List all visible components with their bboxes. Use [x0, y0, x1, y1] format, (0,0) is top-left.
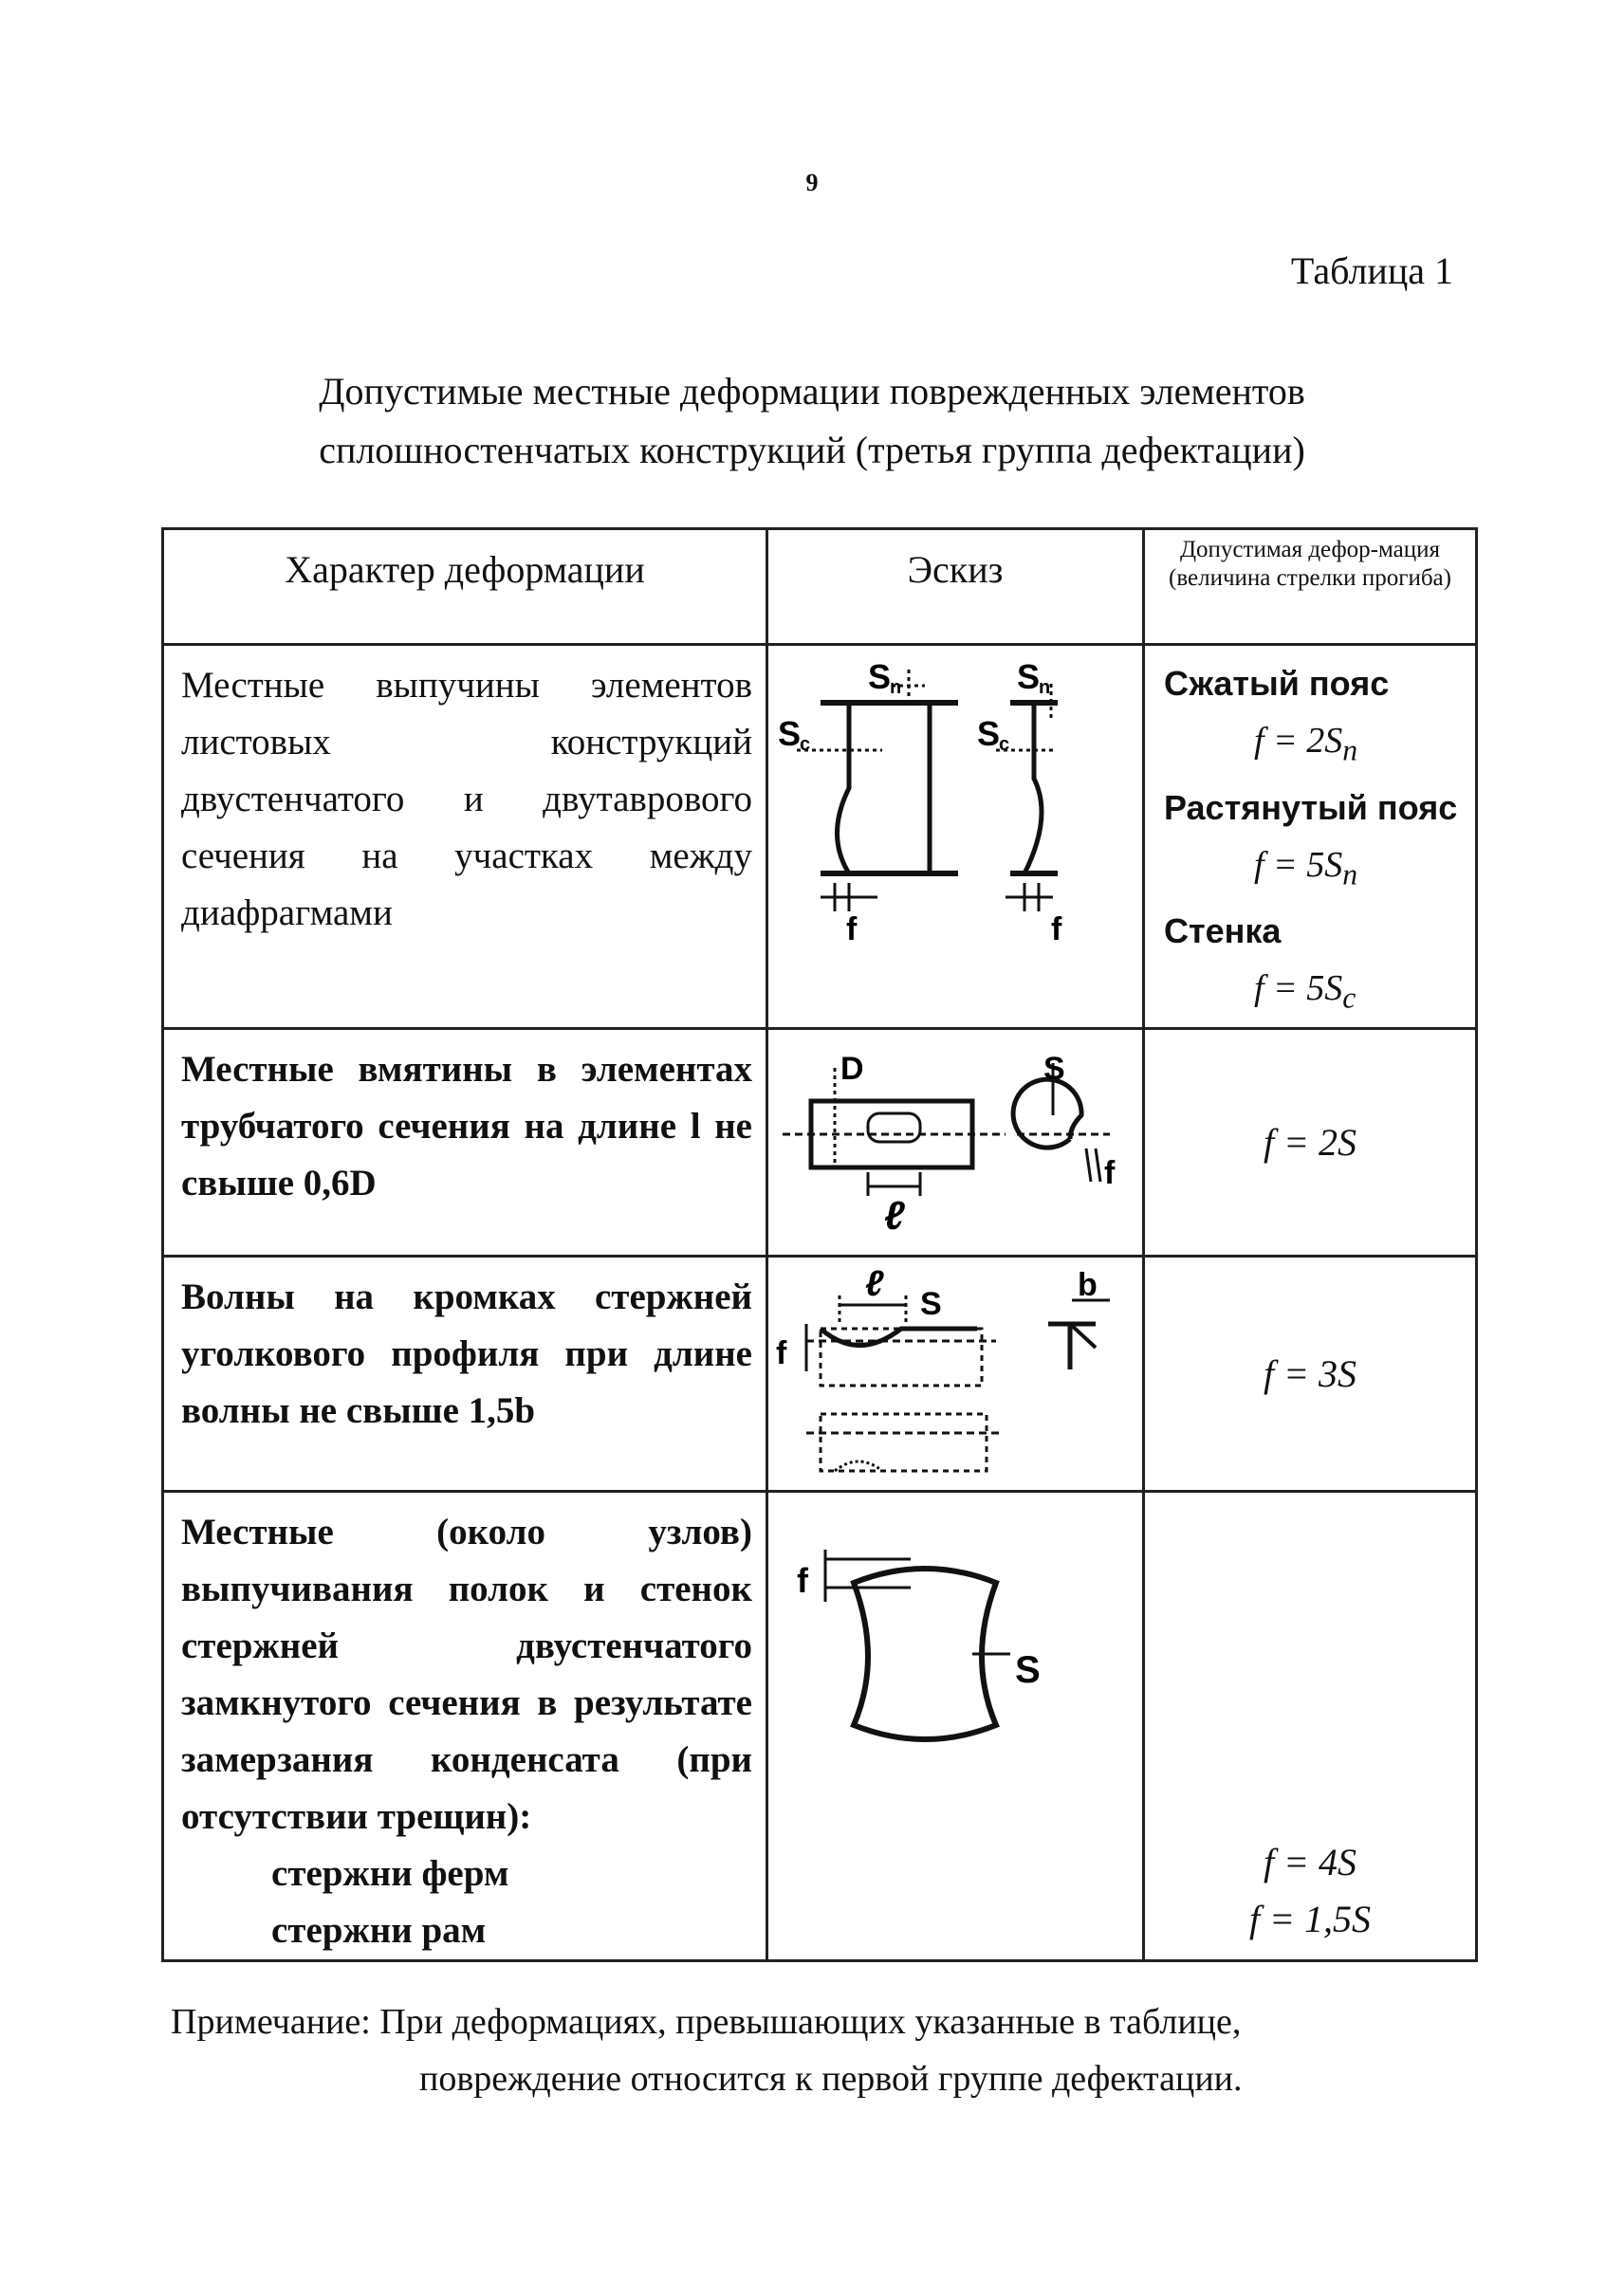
sketch3-b-label: b — [1078, 1266, 1098, 1303]
title-line-1: Допустимые местные деформации поврежденных элементов — [319, 370, 1305, 413]
sketch3-s-label: S — [920, 1285, 942, 1322]
row3-value: f = 3S — [1144, 1256, 1477, 1491]
row4-subrow-label-1: стержни ферм — [271, 1852, 509, 1894]
sketch1-f-left-label: f — [846, 911, 858, 947]
row1-value-label-2: Растянутый пояс — [1164, 787, 1458, 827]
table-header-row — [163, 529, 1477, 645]
sketch-tube-dent-image — [768, 1030, 1138, 1248]
sketch1-sn-right-label: S — [1017, 657, 1041, 696]
sketch2-f-label: f — [1104, 1154, 1116, 1191]
sketch-web-buckle-image — [768, 646, 1138, 983]
row1-value-label-3: Стенка — [1164, 911, 1282, 951]
row1-values — [1144, 645, 1477, 1029]
note — [171, 1993, 1461, 2107]
row1-formula-3: $f = 5S_c$ — [1254, 968, 1356, 1015]
table-title — [190, 362, 1434, 480]
table-row — [163, 1491, 1477, 1960]
sketch1-sc-left-label: S — [778, 714, 802, 753]
row2-description: Местные вмятины в элементах трубчатого сечения на длине l не свыше 0,6D — [163, 1028, 767, 1256]
table-row — [163, 1028, 1477, 1256]
deformation-table — [161, 527, 1478, 1962]
sketch2-s-label: S — [1043, 1050, 1065, 1087]
row4-values — [1144, 1491, 1477, 1960]
sketch1-sub-c-left: c — [800, 734, 811, 755]
table-label: Таблица 1 — [1290, 249, 1453, 292]
sketch3-l-label: ℓ — [865, 1263, 884, 1304]
header-allowed-deformation: Допустимая дефор-мация (величина стрелки прогиба) — [1144, 529, 1477, 645]
row2-sketch — [767, 1028, 1144, 1256]
row4-description-cell — [163, 1491, 767, 1960]
sketch1-f-right-label: f — [1051, 911, 1062, 947]
row1-formula-1: $f = 2S_n$ — [1254, 721, 1358, 767]
row3-description: Волны на кромках стержней уголкового профиля при длине волны не свыше 1,5b — [163, 1256, 767, 1491]
sketch2-d-label: D — [840, 1050, 864, 1087]
row2-value: f = 2S — [1144, 1028, 1477, 1256]
row1-value-label-1: Сжатый пояс — [1164, 664, 1390, 703]
sketch-closed-section-image — [768, 1493, 1138, 1777]
sketch4-f-label: f — [797, 1560, 808, 1600]
sketch3-f-label: f — [776, 1334, 787, 1371]
sketch4-s-label: S — [1015, 1648, 1041, 1691]
header-sketch: Эскиз — [767, 529, 1144, 645]
table-row — [163, 645, 1477, 1029]
row1-sketch — [767, 645, 1144, 1029]
row4-value-2: f = 1,5S — [1248, 1897, 1372, 1940]
row3-sketch — [767, 1256, 1144, 1491]
page-number: 9 — [805, 169, 819, 196]
row4-description: Местные (около узлов) выпучивания полок и стенок стержней двустенчатого замкнутого сечения в результате замерзания конденсата (при отсутствии трещин): — [181, 1511, 752, 1837]
row1-description: Местные выпучины элементов листовых конструкций двустенчатого и двутаврового сечения на участках между диафрагмами — [163, 645, 767, 1029]
title-line-2: сплошностенчатых конструкций (третья группа дефектации) — [319, 429, 1305, 471]
row4-subrow-label-2: стержни рам — [271, 1909, 487, 1951]
sketch1-sub-n-right: n — [1039, 677, 1051, 698]
sketch1-sub-c-right: c — [999, 734, 1010, 755]
row4-value-1: f = 4S — [1263, 1840, 1357, 1883]
sketch1-sub-n-left: n — [890, 677, 902, 698]
row4-sketch — [767, 1491, 1144, 1960]
row1-formula-2: $f = 5S_n$ — [1254, 844, 1358, 891]
sketch1-sn-left-label: S — [868, 657, 892, 696]
table-row — [163, 1256, 1477, 1491]
sketch-angle-wave-image — [768, 1258, 1138, 1485]
sketch1-sc-right-label: S — [977, 714, 1001, 753]
note-line-1: Примечание: При деформациях, превышающих указанные в таблице, — [171, 2002, 1242, 2042]
note-line-2: повреждение относится к первой группе дефектации. — [419, 2059, 1243, 2099]
sketch2-l-label: ℓ — [884, 1192, 905, 1238]
header-deformation-type: Характер деформации — [163, 529, 767, 645]
